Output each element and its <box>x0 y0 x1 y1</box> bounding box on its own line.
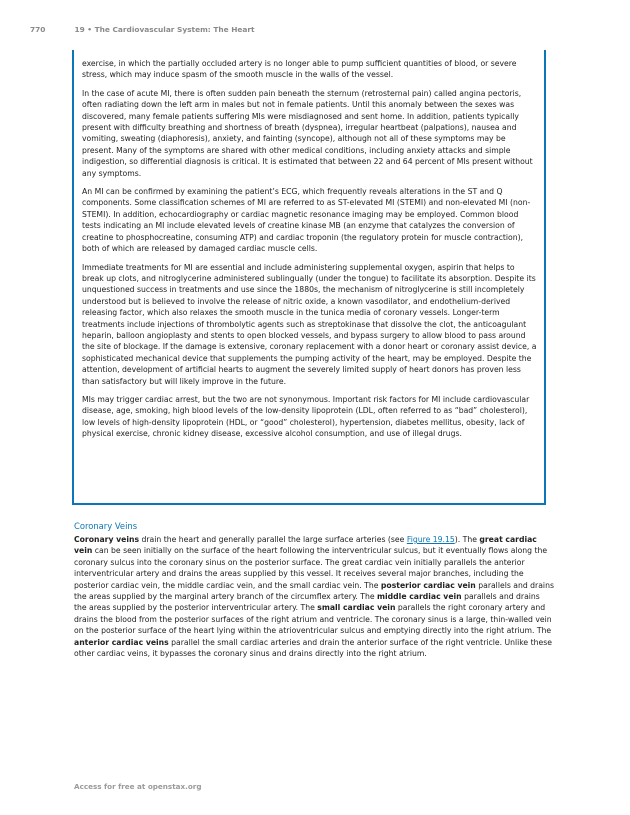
term-great-cardiac-vein: great cardiac vein <box>74 535 537 556</box>
text-segment: ). The <box>454 535 480 544</box>
page-header <box>30 25 255 34</box>
box-paragraph: exercise, in which the partially occluded artery is no longer able to pump sufficient quantities of blood, or severe stress, which may induce spasm of the smooth muscle in the walls of the vessel. <box>82 59 517 80</box>
section-heading: Coronary Veins <box>74 521 138 531</box>
box-paragraph: Immediate treatments for MI are essential and include administering supplemental oxygen, aspirin that helps to break up clots, and nitroglycerine administered sublingually (under the tongue) to facilitate its absorption. Despite its unquestioned success in treatments and use since the 1880s, the mechanism of nitroglycerine is still incompletely understood but is believed to involve the release of nitric oxide, a known vasodilator, and endothelium-derived releasing factor, which also relaxes the smooth muscle in the tunica media of coronary vessels. Longer-term treatments include injections of thrombolytic agents such as streptokinase that dissolve the clot, the anticoagulant heparin, balloon angioplasty and stents to open blocked vessels, and bypass surgery to allow blood to pass around the site of blockage. If the damage is extensive, coronary replacement with a donor heart or coronary assist device, a sophisticated mechanical device that supplements the pumping activity of the heart, may be employed. Despite the attention, development of artificial hearts to augment the severely limited supply of heart donors has proven less than satisfactory but will likely improve in the future. <box>82 262 537 386</box>
coronary-veins-section <box>74 521 554 659</box>
text-segment: parallels the right coronary artery and drains the blood from the posterior surfaces of the right atrium and ventricle. The coronary sinus is a large, thin-walled vein on the posterior surface of the heart lying within the atrioventricular sulcus and emptying directly into the right atrium. The <box>74 603 552 636</box>
chapter-title: 19 • The Cardiovascular System: The Heart <box>74 25 255 34</box>
term-posterior-cardiac-vein: posterior cardiac vein <box>380 580 476 590</box>
section-paragraph <box>74 534 554 659</box>
box-paragraph: MIs may trigger cardiac arrest, but the two are not synonymous. Important risk factors for MI include cardiovascular disease, age, smoking, high blood levels of the low-density lipoprotein (LDL, often referred to as “bad” cholesterol), low levels of high-density lipoprotein (HDL, or “good” cholesterol), hypertension, diabetes mellitus, obesity, lack of physical exercise, chronic kidney disease, excessive alcohol consumption, and use of illegal drugs. <box>82 394 530 439</box>
text-segment: parallels and drains the areas supplied by the marginal artery branch of the circumflex artery. The <box>74 580 554 602</box>
page-footer: Access for free at openstax.org <box>74 782 202 791</box>
text-segment: drain the heart and generally parallel the large surface arteries (see <box>139 535 407 544</box>
term-coronary-veins: Coronary veins <box>74 535 140 544</box>
term-anterior-cardiac-veins: anterior cardiac veins <box>74 637 169 647</box>
figure-link[interactable]: Figure 19.15 <box>406 535 455 544</box>
text-segment: parallel the small cardiac arteries and drain the anterior surface of the right ventricle. Unlike these other cardiac veins, it bypasses the coronary sinus and drains directly into the right atrium. <box>74 637 552 659</box>
text-segment: parallels and drains the areas supplied by the posterior interventricular artery. The <box>74 592 540 613</box>
box-paragraph: An MI can be confirmed by examining the patient’s ECG, which frequently reveals alterations in the ST and Q components. Some classification schemes of MI are referred to as ST-elevated MI (STEMI) and non-elevated MI (non-STEMI). In addition, echocardiography or cardiac magnetic resonance imaging may be employed. Common blood tests indicating an MI include elevated levels of creatine kinase MB (an enzyme that catalyzes the conversion of creatine to phosphocreatine, consuming ATP) and cardiac troponin (the regulatory protein for muscle contraction), both of which are released by damaged cardiac muscle cells. <box>82 187 531 254</box>
box-paragraph: In the case of acute MI, there is often sudden pain beneath the sternum (retrosternal pain) called angina pectoris, often radiating down the left arm in males but not in female patients. Until this anomaly between the sexes was discovered, many female patients suffering MIs were misdiagnosed and sent home. In addition, patients typically present with difficulty breathing and shortness of breath (dyspnea), irregular heartbeat (palpations), nausea and vomiting, sweating (diaphoresis), anxiety, and fainting (syncope), although not all of these symptoms may be present. Many of the symptoms are shared with other medical conditions, including anxiety attacks and simple indigestion, so differential diagnosis is critical. It is estimated that between 22 and 64 percent of MIs present without any symptoms. <box>82 88 533 178</box>
clinical-feature-box <box>72 50 546 505</box>
text-segment: can be seen initially on the surface of the heart following the interventricular sulcus, but it eventually flows along the coronary sulcus into the coronary sinus on the posterior surface. The great cardiac vein initially parallels the anterior interventricular artery and drains the areas supplied by this vessel. It receives several major branches, including the posterior cardiac vein, the middle cardiac vein, and the small cardiac vein. The <box>74 546 548 590</box>
page-number: 770 <box>30 25 46 34</box>
term-small-cardiac-vein: small cardiac vein <box>317 603 396 613</box>
term-middle-cardiac-vein: middle cardiac vein <box>377 592 462 602</box>
